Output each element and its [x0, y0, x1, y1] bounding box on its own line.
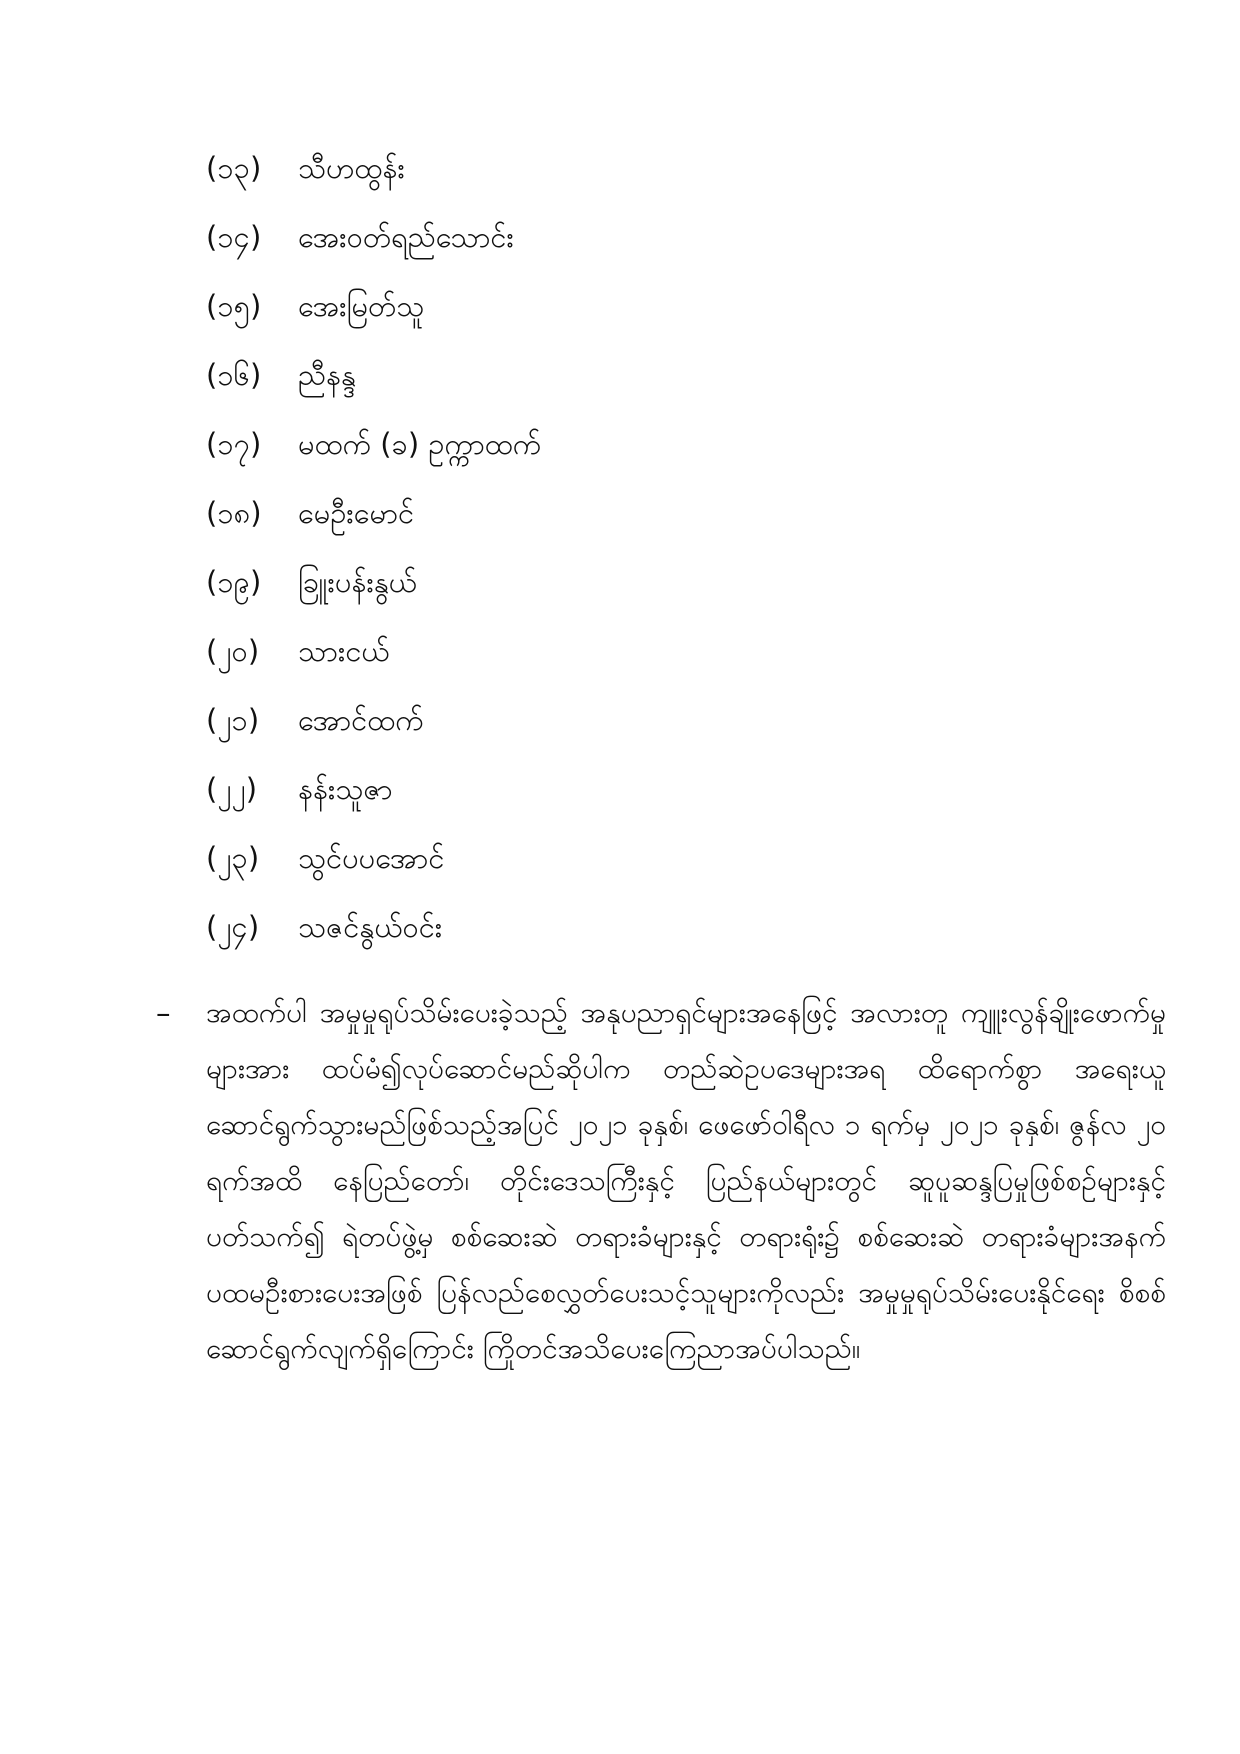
item-name: ညီနန္ဒ	[298, 358, 357, 392]
item-name: အေးဝတ်ရည်သောင်း	[298, 220, 514, 254]
item-number: (၁၉)	[206, 565, 262, 599]
item-name: သွင်ပပအောင်	[298, 841, 445, 875]
list-item	[206, 631, 1106, 700]
item-name: ခြူးပန်းနွယ်	[298, 565, 417, 599]
list-item	[206, 148, 1106, 217]
item-number: (၂၀)	[206, 634, 260, 668]
item-name: အောင်ထက်	[298, 703, 424, 737]
item-name: မေဦးမောင်	[298, 496, 415, 530]
item-number: (၁၄)	[206, 220, 262, 254]
announcement-note	[156, 985, 1166, 1377]
bullet-dash: –	[156, 996, 171, 1030]
item-name: အေးမြတ်သူ	[298, 289, 425, 323]
item-number: (၁၃)	[206, 151, 262, 185]
list-item	[206, 355, 1106, 424]
item-name: သီဟထွန်း	[298, 151, 405, 185]
item-name: သဇင်နွယ်ဝင်း	[298, 910, 443, 944]
list-item	[206, 424, 1106, 493]
list-item	[206, 769, 1106, 838]
item-number: (၁၅)	[206, 289, 262, 323]
item-name: မထက် (ခ) ဥက္ကာထက်	[298, 427, 542, 461]
item-number: (၂၂)	[206, 772, 258, 806]
item-number: (၂၁)	[206, 703, 260, 737]
item-number: (၁၇)	[206, 427, 262, 461]
item-number: (၂၃)	[206, 841, 260, 875]
list-item	[206, 286, 1106, 355]
list-item	[206, 838, 1106, 907]
list-item	[206, 907, 1106, 976]
item-number: (၂၄)	[206, 910, 260, 944]
list-item	[206, 562, 1106, 631]
item-name: နန်းသူဇာ	[298, 772, 393, 806]
list-item	[206, 217, 1106, 286]
names-list	[206, 148, 1106, 976]
item-number: (၁၈)	[206, 496, 262, 530]
list-item	[206, 700, 1106, 769]
item-number: (၁၆)	[206, 358, 262, 392]
item-name: သားငယ်	[298, 634, 390, 668]
announcement-paragraph: အထက်ပါ အမှုမှုရုပ်သိမ်းပေးခဲ့သည့် အနုပညာရှင်များအနေဖြင့် အလားတူ ကျူးလွန်ချိုးဖောက်မှုများအား ထပ်မံ၍လုပ်ဆောင်မည်ဆိုပါက တည်ဆဲဥပဒေများအရ ထိရောက်စွာ အရေးယူဆောင်ရွက်သွားမည်ဖြစ်သည့်အပြင် ၂၀၂၁ ခုနှစ်၊ ဖေဖော်ဝါရီလ ၁ ရက်မှ ၂၀၂၁ ခုနှစ်၊ ဇွန်လ ၂၀ ရက်အထိ နေပြည်တော်၊ တိုင်းဒေသကြီးနှင့် ပြည်နယ်များတွင် ဆူပူဆန္ဒပြမှုဖြစ်စဉ်များနှင့် ပတ်သက်၍ ရဲတပ်ဖွဲ့မှ စစ်ဆေးဆဲ တရားခံများနှင့် တရားရုံး၌ စစ်ဆေးဆဲ တရားခံများအနက် ပထမဦးစားပေးအဖြစ် ပြန်လည်စေလွှတ်ပေးသင့်သူများကိုလည်း အမှုမှုရုပ်သိမ်းပေးနိုင်ရေး စိစစ်ဆောင်ရွက်လျက်ရှိကြောင်း ကြိုတင်အသိပေးကြေညာအပ်ပါသည်။	[206, 996, 1166, 1365]
list-item	[206, 493, 1106, 562]
